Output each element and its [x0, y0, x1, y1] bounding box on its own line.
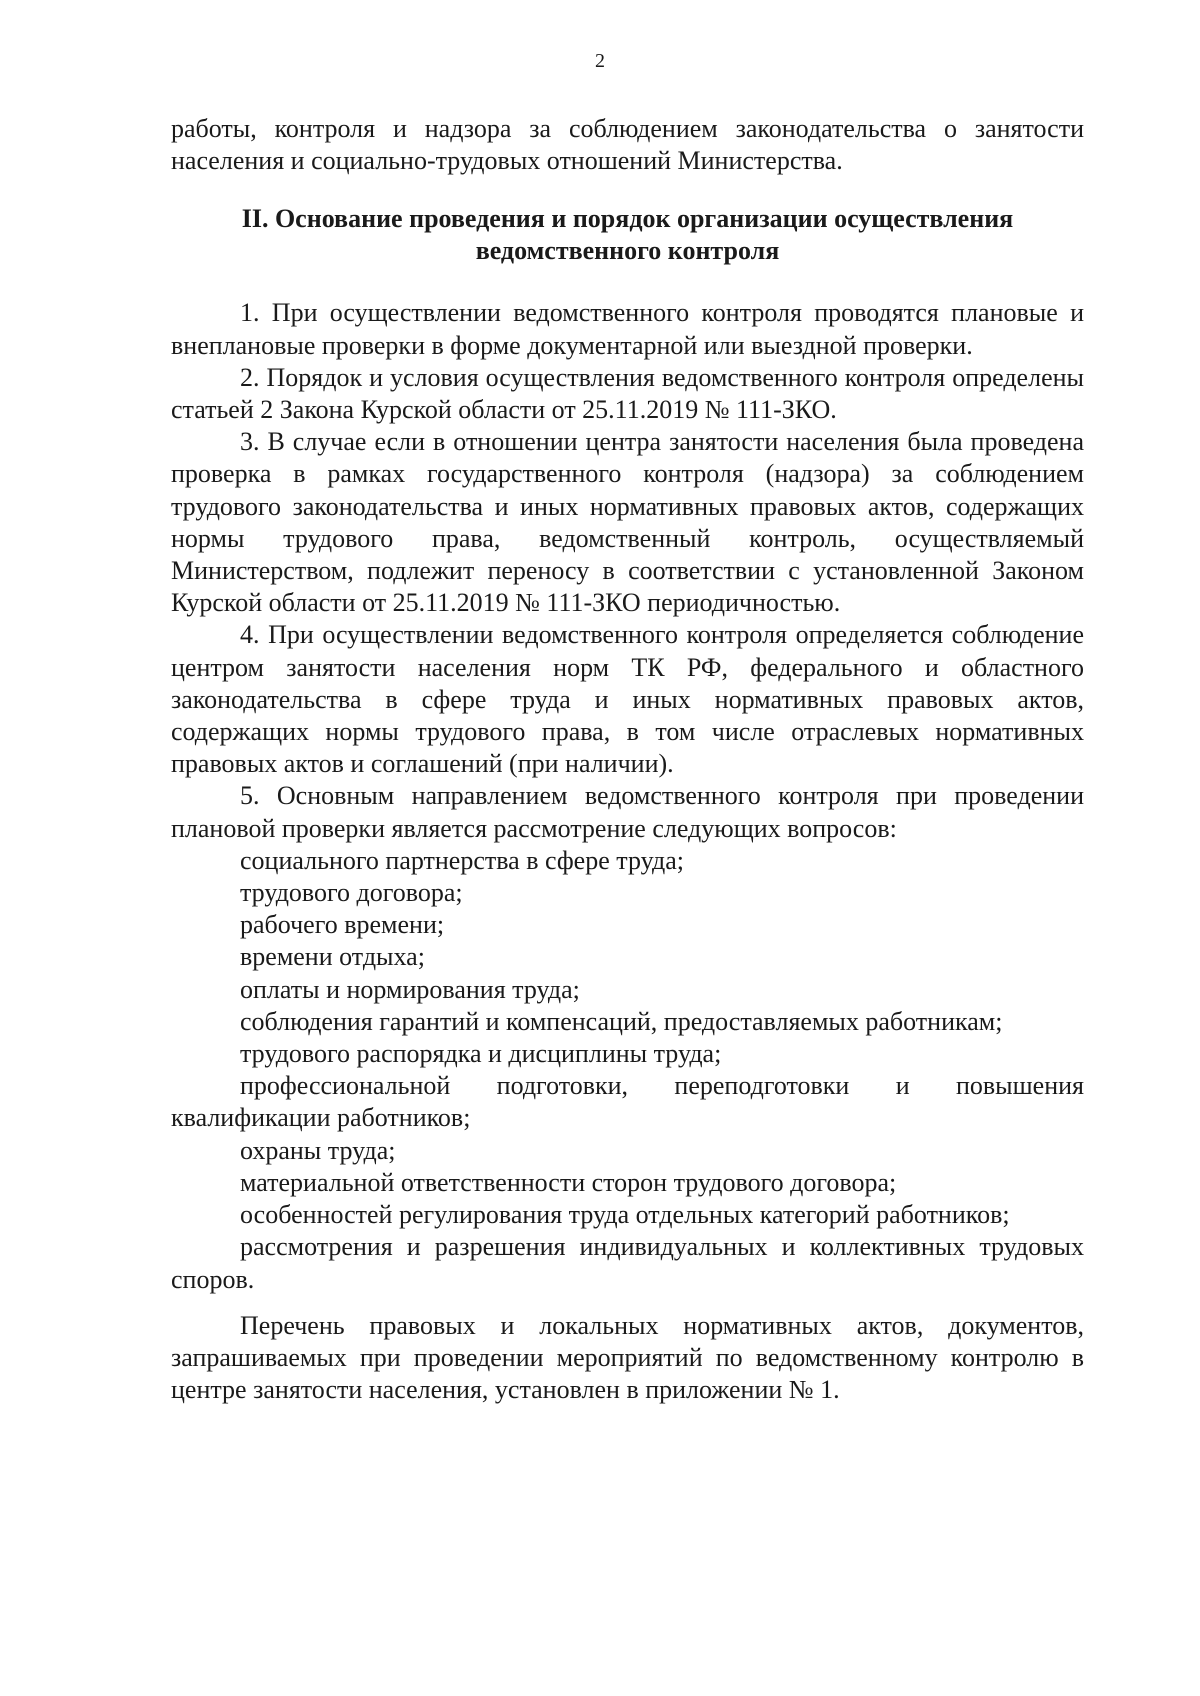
list-item: соблюдения гарантий и компенсаций, предоставляемых работникам;	[240, 1006, 1003, 1036]
section-heading-line-1: II. Основание проведения и порядок организации осуществления	[241, 204, 1014, 234]
list-item: трудового договора;	[240, 878, 463, 908]
intro-paragraph: работы, контроля и надзора за соблюдением законодательства о занятости населения и социально-трудовых отношений Министерства.	[171, 114, 1084, 176]
paragraph-5: 5. Основным направлением ведомственного контроля при проведении плановой проверки является рассмотрение следующих вопросов:	[171, 781, 1084, 843]
list-item: рабочего времени;	[240, 910, 445, 940]
page-number: 2	[595, 50, 605, 72]
list-item: социального партнерства в сфере труда;	[240, 845, 684, 875]
closing-paragraph: Перечень правовых и локальных нормативных актов, документов, запрашиваемых при проведении мероприятий по ведомственному контролю в центре занятости населения, установлен в приложении № 1.	[171, 1310, 1084, 1405]
list-item: оплаты и нормирования труда;	[240, 974, 580, 1004]
section-heading-line-2: ведомственного контроля	[475, 236, 780, 266]
list-item: особенностей регулирования труда отдельных категорий работников;	[240, 1200, 1010, 1230]
document-body	[171, 113, 1084, 1406]
list-item: рассмотрения и разрешения индивидуальных и коллективных трудовых споров.	[171, 1232, 1084, 1294]
list-item: охраны труда;	[240, 1135, 396, 1165]
list-item: материальной ответственности сторон трудового договора;	[240, 1167, 897, 1197]
list-item: времени отдыха;	[240, 942, 425, 972]
paragraph-1: 1. При осуществлении ведомственного контроля проводятся плановые и внеплановые проверки в форме документарной или выездной проверки.	[171, 298, 1084, 360]
paragraph-3: 3. В случае если в отношении центра занятости населения была проведена проверка в рамках государственного контроля (надзора) за соблюдением трудового законодательства и иных нормативных правовых актов, содержащих нормы трудового права, ведомственный контроль, осуществляемый Министерством, подлежит переносу в соответствии с установленной Законом Курской области от 25.11.2019 № 111-ЗКО периодичностью.	[171, 427, 1084, 618]
section-heading	[171, 203, 1084, 267]
paragraph-2: 2. Порядок и условия осуществления ведомственного контроля определены статьей 2 Закона Курской области от 25.11.2019 № 111-ЗКО.	[171, 362, 1084, 425]
list-item: трудового распорядка и дисциплины труда;	[240, 1039, 722, 1069]
paragraph-4: 4. При осуществлении ведомственного контроля определяется соблюдение центром занятости населения норм ТК РФ, федерального и областного законодательства в сфере труда и иных нормативных правовых актов, содержащих нормы трудового права, в том числе отраслевых нормативных правовых актов и соглашений (при наличии).	[171, 620, 1084, 779]
list-item: профессиональной подготовки, переподготовки и повышения квалификации работников;	[171, 1071, 1084, 1133]
